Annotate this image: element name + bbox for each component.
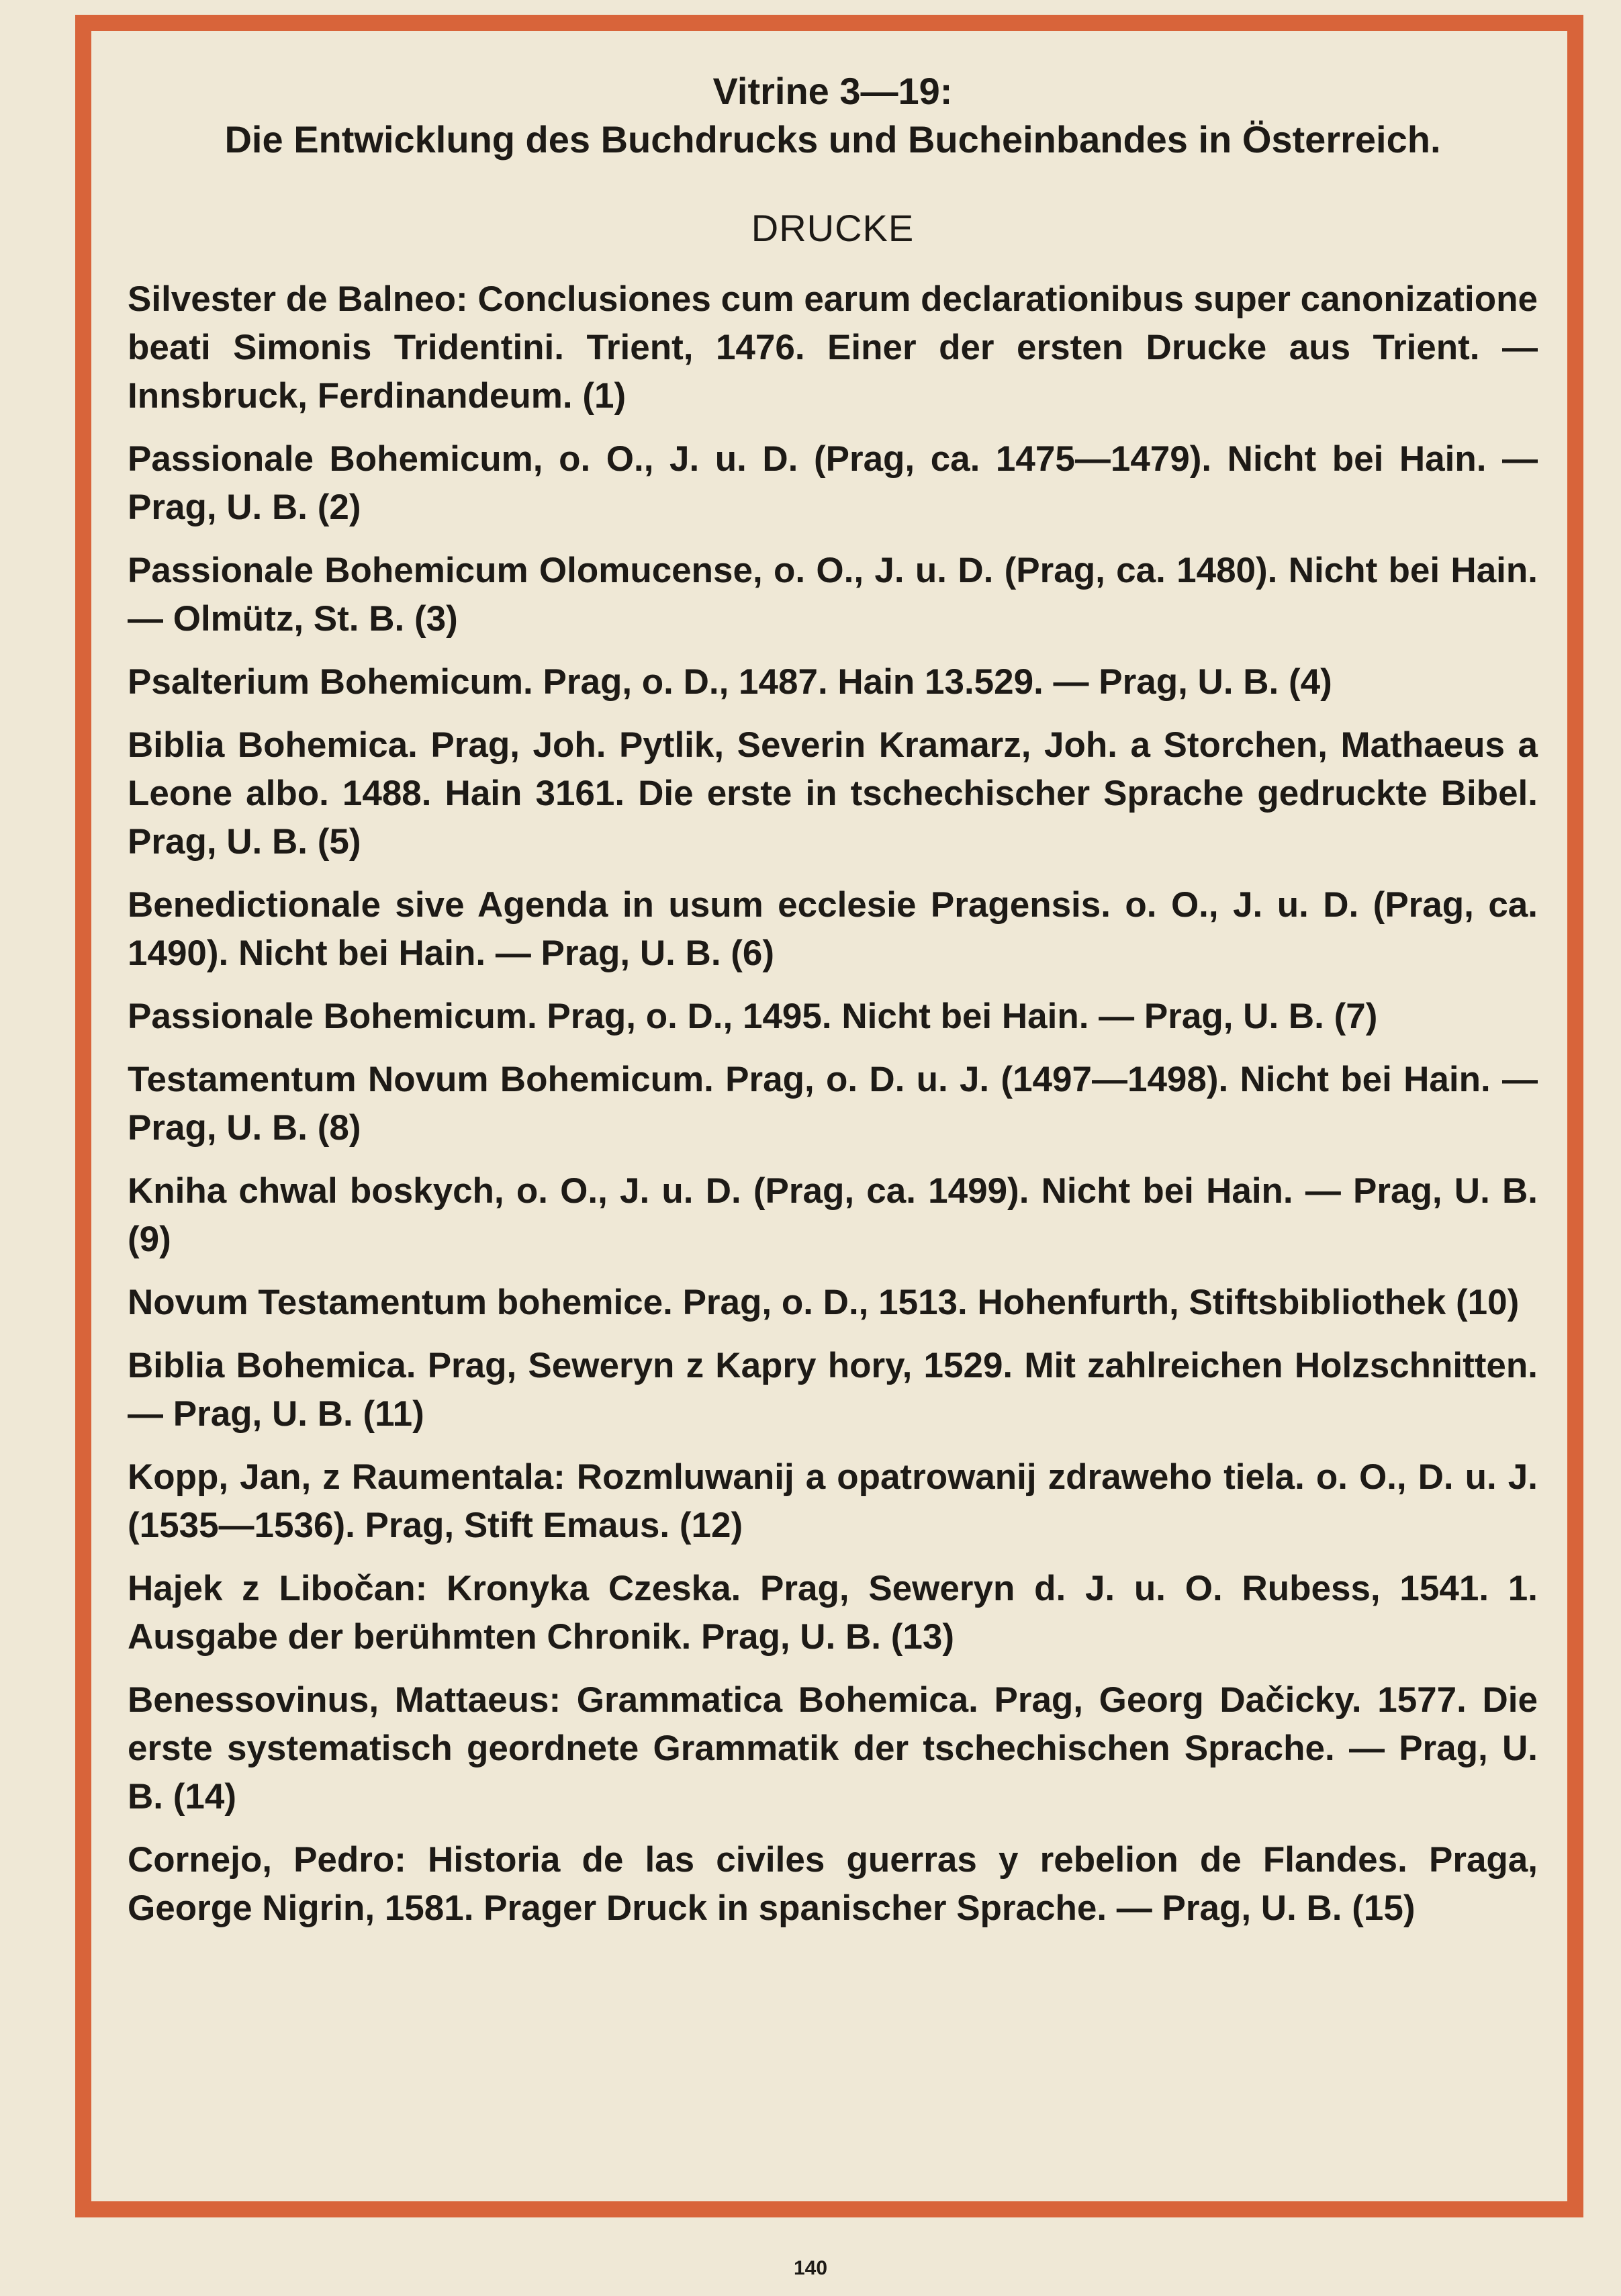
catalog-entry: Benedictionale sive Agenda in usum ecclesie Pragensis. o. O., J. u. D. (Prag, ca. 1490). Nicht bei Hain. — Prag, U. B. (6) — [128, 885, 1538, 973]
page-number: 140 — [793, 2257, 828, 2279]
catalog-entry: Benessovinus, Mattaeus: Grammatica Bohemica. Prag, Georg Dačicky. 1577. Die erste systematisch geordnete Grammatik der tschechischen Sprache. — Prag, U. B. (14) — [128, 1680, 1538, 1817]
catalog-entry: Passionale Bohemicum, o. O., J. u. D. (Prag, ca. 1475—1479). Nicht bei Hain. — Prag, U. B. (2) — [128, 439, 1538, 527]
catalog-entry: Passionale Bohemicum. Prag, o. D., 1495. Nicht bei Hain. — Prag, U. B. (7) — [128, 997, 1378, 1036]
catalog-entry: Kniha chwal boskych, o. O., J. u. D. (Prag, ca. 1499). Nicht bei Hain. — Prag, U. B. (9) — [128, 1171, 1538, 1259]
catalog-entry: Biblia Bohemica. Prag, Seweryn z Kapry hory, 1529. Mit zahlreichen Holzschnitten. — Prag, U. B. (11) — [128, 1346, 1538, 1434]
page-content — [128, 67, 1538, 1947]
exhibition-subtitle: Die Entwicklung des Buchdrucks und Bucheinbandes in Österreich. — [224, 118, 1441, 160]
catalog-entry: Hajek z Libočan: Kronyka Czeska. Prag, Seweryn d. J. u. O. Rubess, 1541. 1. Ausgabe der berühmten Chronik. Prag, U. B. (13) — [128, 1569, 1538, 1657]
catalog-entry: Silvester de Balneo: Conclusiones cum earum declarationibus super canonizatione beati Simonis Tridentini. Trient, 1476. Einer der ersten Drucke aus Trient. — Innsbruck, Ferdinandeum. (1) — [128, 279, 1538, 416]
vitrine-heading: Vitrine 3—19: — [712, 70, 953, 112]
catalog-entry: Testamentum Novum Bohemicum. Prag, o. D. u. J. (1497—1498). Nicht bei Hain. — Prag, U. B. (8) — [128, 1060, 1538, 1148]
catalog-entry-list — [128, 275, 1538, 1933]
section-title-drucke: DRUCKE — [751, 207, 915, 249]
catalog-entry: Biblia Bohemica. Prag, Joh. Pytlik, Severin Kramarz, Joh. a Storchen, Mathaeus a Leone albo. 1488. Hain 3161. Die erste in tschechischer Sprache gedruckte Bibel. Prag, U. B. (5) — [128, 725, 1538, 862]
catalog-entry: Passionale Bohemicum Olomucense, o. O., J. u. D. (Prag, ca. 1480). Nicht bei Hain. — Olmütz, St. B. (3) — [128, 551, 1538, 639]
catalog-entry: Cornejo, Pedro: Historia de las civiles guerras y rebelion de Flandes. Praga, George Nigrin, 1581. Prager Druck in spanischer Sprache. — Prag, U. B. (15) — [128, 1840, 1538, 1928]
catalog-entry: Novum Testamentum bohemice. Prag, o. D., 1513. Hohenfurth, Stiftsbibliothek (10) — [128, 1283, 1520, 1322]
catalog-entry: Psalterium Bohemicum. Prag, o. D., 1487. Hain 13.529. — Prag, U. B. (4) — [128, 662, 1332, 702]
catalog-entry: Kopp, Jan, z Raumentala: Rozmluwanij a opatrowanij zdraweho tiela. o. O., D. u. J. (1535—1536). Prag, Stift Emaus. (12) — [128, 1457, 1538, 1545]
